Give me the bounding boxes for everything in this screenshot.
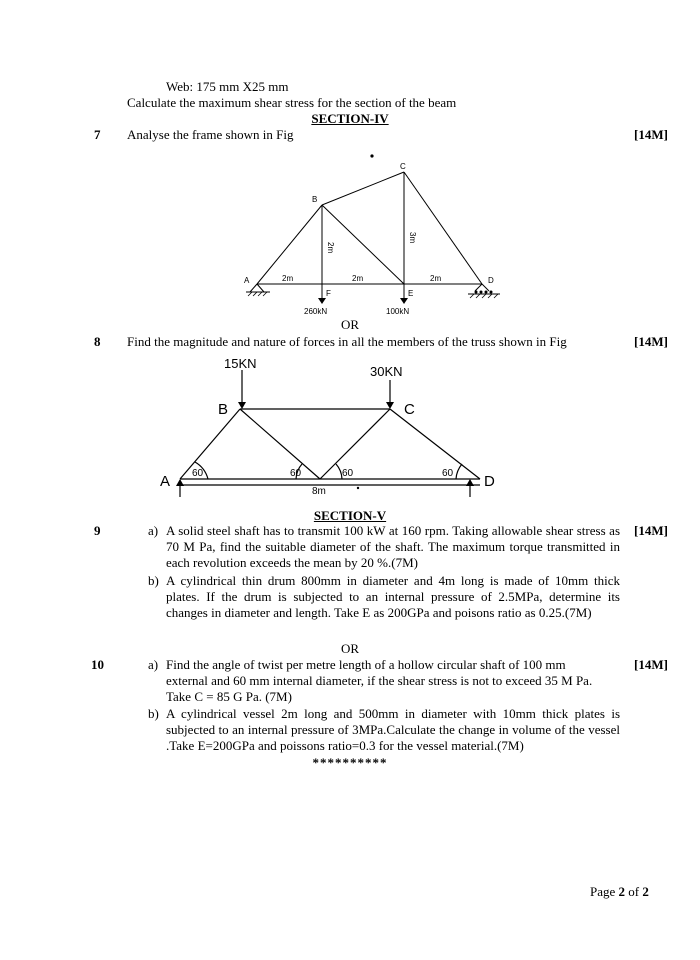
q9a-label: a) — [148, 523, 159, 538]
page-total: 2 — [642, 884, 649, 899]
q9-part-a — [148, 523, 620, 571]
frame-node-b: B — [312, 195, 318, 204]
q7-frame-figure — [230, 150, 510, 320]
q10b-text: A cylindrical vessel 2m long and 500mm in diameter with 10mm thick plates is subjected to an internal pressure of 3MPa.Calculate the change in volume of the vessel .Take E=200GPa and poissons ratio=0.3 for the vessel material.(7M) — [166, 706, 620, 753]
frame-span-1: 2m — [282, 274, 294, 283]
q7-number: 7 — [94, 127, 101, 142]
frame-load-e: 100kN — [386, 307, 410, 316]
q8-number: 8 — [94, 334, 101, 349]
q10b-label: b) — [148, 706, 159, 721]
q8-marks: [14M] — [634, 334, 668, 349]
q9-part-b — [148, 573, 620, 621]
frame-span-3: 2m — [430, 274, 442, 283]
frame-node-e: E — [408, 289, 414, 298]
truss-span-label: 8m — [312, 486, 326, 497]
section-v-title: SECTION-V — [313, 508, 387, 523]
page-of: of — [625, 884, 643, 899]
q7-text: Analyse the frame shown in Fig — [127, 127, 294, 142]
q10-number: 10 — [91, 657, 104, 672]
truss-angle-d: 60 — [442, 468, 454, 479]
frame-height-c: 3m — [408, 232, 417, 244]
q9b-text: A cylindrical thin drum 800mm in diameter and 4m long is made of 10mm thick plates. If the drum is subjected to an internal pressure of 2.5MPa, determine its changes in diameter and length. Take E as 200GPa and poisons ratio as 0.25.(7M) — [166, 573, 620, 620]
section-iv-title: SECTION-IV — [311, 111, 389, 126]
q10a-line2: external and 60 mm internal diameter, if the shear stress is not to exceed 35 M Pa. — [166, 673, 593, 688]
truss-node-d: D — [484, 473, 495, 490]
frame-node-a: A — [244, 276, 250, 285]
q9a-text: A solid steel shaft has to transmit 100 kW at 160 rpm. Taking allowable shear stress as 70 M Pa, find the suitable diameter of the shaft. The maximum torque transmitted in each revolution exceeds the mean by 20 %.(7M) — [166, 523, 620, 570]
truss-node-c: C — [404, 401, 415, 418]
page-number — [590, 884, 649, 900]
truss-node-a: A — [160, 473, 171, 490]
frame-load-f: 260kN — [304, 307, 328, 316]
truss-angle-e-right: 60 — [342, 468, 354, 479]
or-divider-1: OR — [340, 317, 360, 332]
q10-part-b — [148, 706, 620, 754]
truss-load-b: 15KN — [224, 356, 257, 371]
truss-node-b: B — [218, 401, 229, 418]
page-prefix: Page — [590, 884, 619, 899]
web-dimension-line: Web: 175 mm X25 mm — [166, 79, 289, 94]
q10a-line3: Take C = 85 G Pa. (7M) — [166, 689, 292, 704]
shear-stress-line: Calculate the maximum shear stress for the section of the beam — [127, 95, 457, 110]
frame-height-b: 2m — [326, 242, 335, 254]
or-divider-2: OR — [340, 641, 360, 656]
q9-number: 9 — [94, 523, 101, 538]
truss-angle-a: 60 — [192, 468, 204, 479]
q10a-line1: Find the angle of twist per metre length of a hollow circular shaft of 100 mm — [166, 657, 566, 672]
end-of-paper-mark: ********** — [312, 755, 388, 770]
frame-node-f: F — [326, 289, 331, 298]
truss-angle-e-left: 60 — [290, 468, 302, 479]
q9-marks: [14M] — [634, 523, 668, 538]
q10-marks: [14M] — [634, 657, 668, 672]
q9b-label: b) — [148, 573, 159, 588]
frame-node-c: C — [400, 162, 406, 171]
truss-load-c: 30KN — [370, 364, 403, 379]
q10a-label: a) — [148, 657, 159, 672]
q8-text: Find the magnitude and nature of forces in all the members of the truss shown in Fig — [127, 334, 567, 349]
frame-span-2: 2m — [352, 274, 364, 283]
q8-truss-figure — [150, 352, 510, 502]
q7-marks: [14M] — [634, 127, 668, 142]
frame-node-d: D — [488, 276, 494, 285]
page-current: 2 — [618, 884, 626, 899]
